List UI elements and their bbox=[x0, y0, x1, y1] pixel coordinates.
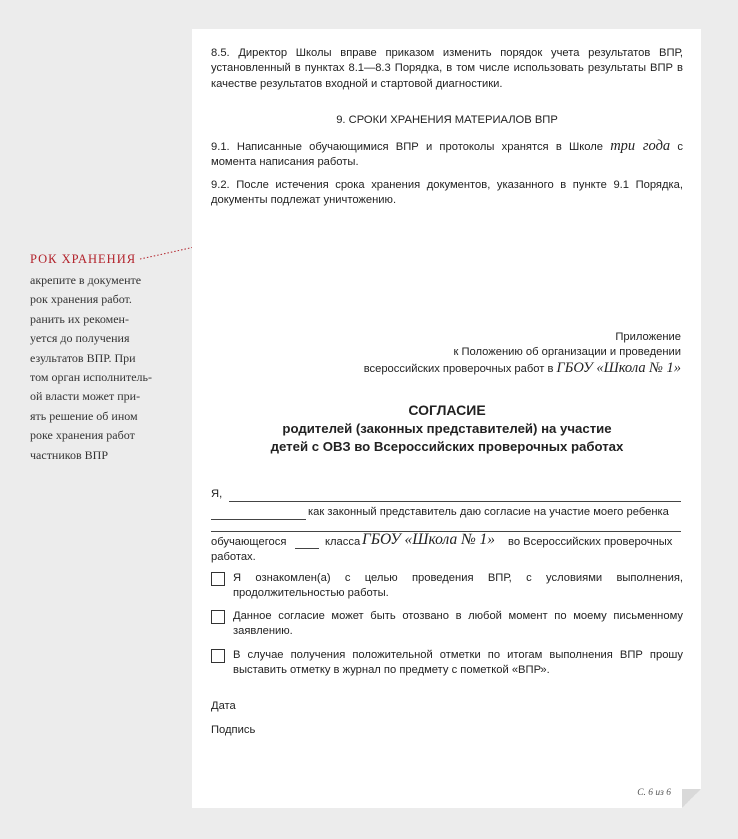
consent-checkbox-label: В случае получения положительной отметки по итогам выполнения ВПР прошу выставить отметку в журнал по предмету с пометкой «ВПР». bbox=[233, 649, 683, 677]
margin-note-line: том орган исполнитель- bbox=[30, 370, 152, 385]
in-vpr-text: во Всероссийских проверочных bbox=[508, 536, 673, 548]
page-corner-fold bbox=[682, 789, 701, 808]
margin-note-line: езультатов ВПР. При bbox=[30, 350, 136, 365]
handwritten-school bbox=[362, 531, 495, 549]
student-label: обучающегося bbox=[211, 536, 287, 548]
margin-note-line: частников ВПР bbox=[30, 447, 109, 462]
paragraph-9-1-start: 9.1. Написанные обучающимися ВПР и протоколы хранятся в Школе bbox=[211, 141, 611, 153]
margin-note-line: роке хранения работ bbox=[30, 428, 135, 443]
works-text: работах. bbox=[211, 551, 256, 563]
consent-title-3: детей с ОВЗ во Всероссийских проверочных работах bbox=[270, 439, 624, 455]
consent-checkbox-label: Данное согласие может быть отозвано в любой момент по моему письменному заявлению. bbox=[233, 610, 683, 638]
paragraph-8-5: 8.5. Директор Школы вправе приказом изменить порядок учета результатов ВПР, установленный в пунктах 8.1—8.3 Порядка, в том числе использовать результаты ВПР в качестве результатов входной и стартовой диагностики. bbox=[211, 47, 683, 90]
handwritten-school-name: ГБОУ «Школа № 1» bbox=[556, 359, 681, 376]
consent-title bbox=[211, 401, 683, 457]
parent-name-field[interactable] bbox=[229, 501, 681, 502]
appendix-header bbox=[364, 330, 681, 377]
consent-checkbox[interactable] bbox=[211, 610, 225, 624]
ya-label: Я, bbox=[211, 488, 223, 500]
margin-note-line: ой власти может при- bbox=[30, 389, 141, 404]
margin-note-line: ранить их рекомен- bbox=[30, 311, 129, 326]
appendix-line-3 bbox=[364, 361, 681, 377]
margin-note-title: РОК ХРАНЕНИЯ bbox=[30, 252, 137, 266]
consent-checkbox[interactable] bbox=[211, 649, 225, 663]
parent-name-field-continued[interactable] bbox=[211, 519, 306, 520]
paragraph-9-1-end: с момента написания работы. bbox=[211, 141, 683, 169]
page-number: С. 6 из 6 bbox=[637, 788, 671, 798]
appendix-line-1: Приложение bbox=[615, 331, 681, 343]
margin-note-line: рок хранения работ. bbox=[30, 292, 132, 307]
paragraph-9-1 bbox=[211, 139, 683, 171]
consent-title-2: родителей (законных представителей) на участие bbox=[282, 420, 612, 436]
margin-note-line: акрепите в документе bbox=[30, 273, 142, 287]
signature-label: Подпись bbox=[211, 724, 256, 736]
handwritten-school-text: ГБОУ «Школа № 1» bbox=[362, 531, 496, 548]
paragraph-9-2: 9.2. После истечения срока хранения документов, указанного в пункте 9.1 Порядка, документы подлежат уничтожению. bbox=[211, 179, 683, 207]
date-label: Дата bbox=[211, 700, 236, 712]
document-page bbox=[192, 29, 701, 808]
consent-checkbox[interactable] bbox=[211, 572, 225, 586]
section-9-heading: 9. СРОКИ ХРАНЕНИЯ МАТЕРИАЛОВ ВПР bbox=[336, 114, 558, 126]
margin-note bbox=[30, 251, 180, 465]
margin-note-line: уется до получения bbox=[30, 331, 130, 346]
consent-checkbox-label: Я ознакомлен(а) с целью проведения ВПР, с условиями выполнения, продолжительностью работы. bbox=[233, 572, 683, 600]
appendix-line-2: к Положению об организации и проведении bbox=[453, 346, 681, 359]
class-label: класса bbox=[325, 536, 361, 548]
margin-note-line: ять решение об ином bbox=[30, 408, 138, 423]
handwritten-period: три года bbox=[610, 138, 671, 154]
representative-text: как законный представитель даю согласие на участие моего ребенка bbox=[308, 506, 669, 518]
consent-title-1: СОГЛАСИЕ bbox=[408, 402, 486, 418]
appendix-line-3-text: всероссийских проверочных работ в bbox=[363, 362, 557, 375]
class-number-field[interactable] bbox=[295, 548, 319, 549]
